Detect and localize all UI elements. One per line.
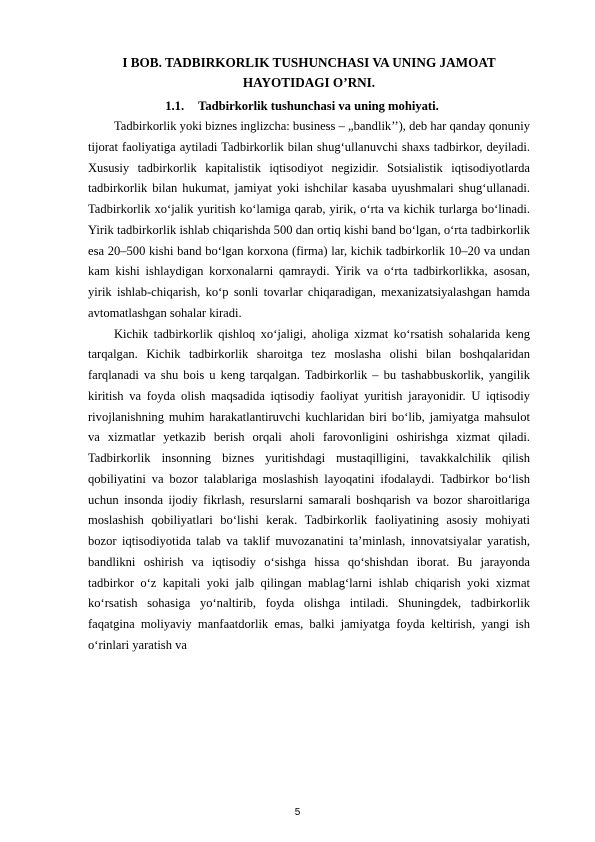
section-title: Tadbirkorlik tushunchasi va uning mohiyati. — [198, 99, 439, 113]
chapter-title-line2: HAYOTIDAGI O’RNI. — [242, 75, 376, 90]
chapter-title-line1: I BOB. TADBIRKORLIK TUSHUNCHASI VA UNING JAMOAT — [122, 55, 496, 70]
body-paragraph: Tadbirkorlik yoki biznes inglizcha: business – „bandlik’’), deb har qanday qonuniy tijorat faoliyatiga aytiladi Tadbirkorlik bilan shug‘ullanuvchi shaxs tadbirkor, deyiladi. Xususiy tadbirkorlik kapitalistik iqtisodiyot negizidir. Sotsialistik iqtisodiyotlarda tadbirkorlik bilan hukumat, jamiyat yoki ishchilar kasaba uyushmalari shug‘ullanadi. Tadbirkorlik xo‘jalik yuritish ko‘lamiga qarab, yirik, o‘rta va kichik turlarga bo‘linadi. Yirik tadbirkorlik ishlab chiqarishda 500 dan ortiq kishi band bo‘lgan, o‘rta tadbirkorlik esa 20–500 kishi band bo‘lgan korxona (firma) lar, kichik tadbirkorlik 10–20 va undan kam kishi ishlaydigan korxonalarni qamraydi. Yirik va o‘rta tadbirkorlikka, asosan, yirik ishlab-chiqarish, ko‘p sonli tovarlar chiqaradigan, mexanizatsiyalashgan hamda avtomatlashgan sohalar kiradi. — [88, 119, 530, 320]
body-paragraph: Kichik tadbirkorlik qishloq xo‘jaligi, aholiga xizmat ko‘rsatish sohalarida keng tarqalgan. Kichik tadbirkorlik sharoitga tez moslasha olishi bilan boshqalaridan farqlanadi va shu bois u keng tarqalgan. Tadbirkorlik – bu tashabbuskorlik, yangilik kiritish va foyda olish maqsadida iqtisodiy faoliyat yuritish jarayonidir. U iqtisodiy rivojlanishning muhim harakatlantiruvchi kuchlaridan biri bo‘lib, jamiyatga mahsulot va xizmatlar yetkazib berish orqali aholi farovonligini oshirishga xizmat qiladi. Tadbirkorlik insonning biznes yuritishdagi mustaqilligini, tavakkalchilik qilish qobiliyatini va bozor talablariga moslashish layoqatini ifodalaydi. Tadbirkor bo‘lish uchun insonda ijodiy fikrlash, resurslarni samarali boshqarish va bozor sharoitlariga moslashish qobiliyatlari bo‘lishi kerak. Tadbirkorlik faoliyatining asosiy mohiyati bozor iqtisodiyotida talab va taklif muvozanatini ta’minlash, innovatsiyalar yaratish, bandlikni oshirish va iqtisodiy o‘sishga hissa qo‘shishdan iborat. Bu jarayonda tadbirkor o‘z kapitali yoki jalb qilingan mablag‘larni ishlab chiqarish yoki xizmat ko‘rsatish sohasiga yo‘naltirib, foyda olishga intiladi. Shuningdek, tadbirkorlik faqatgina moliyaviy manfaatdorlik emas, balki jamiyatga foyda keltirish, yangi ish o‘rinlari yaratish va — [88, 326, 530, 652]
page-number: 5 — [294, 807, 301, 818]
section-number: 1.1. — [165, 99, 185, 113]
section-heading — [88, 96, 530, 116]
page-content — [88, 52, 530, 656]
